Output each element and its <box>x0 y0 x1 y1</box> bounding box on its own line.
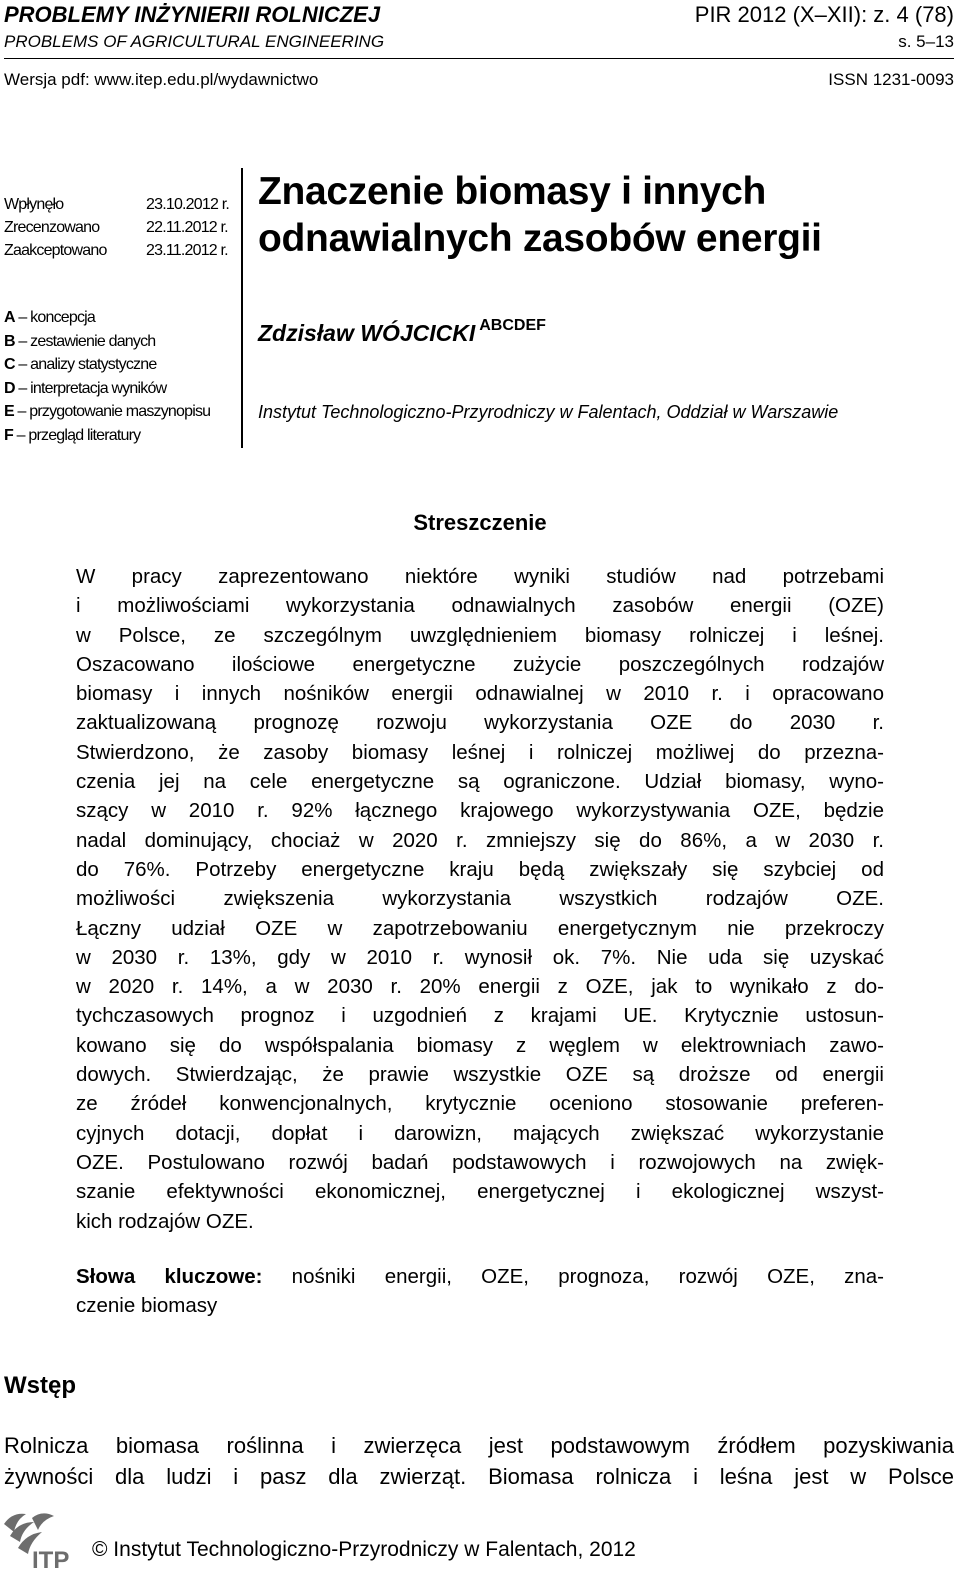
abstract-line: szanie efektywności ekonomicznej, energetycznej i ekologicznej wszyst- <box>76 1180 884 1204</box>
abstract-line: Łączny udział OZE w zapotrzebowaniu energetycznym nie przekroczy <box>76 916 884 940</box>
abstract-line: ze źródeł konwencjonalnych, krytycznie oceniono stosowanie preferen- <box>76 1092 884 1116</box>
date-row: Zaakceptowano 23.11.2012 r. <box>4 242 228 259</box>
page-footer <box>0 1502 960 1572</box>
abstract-line: nadal dominujący, chociaż w 2020 r. zmniejszy się do 86%, a w 2030 r. <box>76 828 884 852</box>
itp-logo-icon <box>2 1510 82 1570</box>
intro-body <box>4 1430 954 1492</box>
intro-line: Rolnicza biomasa roślinna i zwierzęca jest podstawowym źródłem pozyskiwania <box>4 1433 954 1458</box>
abstract-line: dowych. Stwierdzając, że prawie wszystkie OZE są droższe od energii <box>76 1063 884 1087</box>
contribution-item: D – interpretacja wyników <box>4 379 167 397</box>
abstract-line: i możliwościami wykorzystania odnawialnych zasobów energii (OZE) <box>76 594 884 618</box>
article-title: Znaczenie biomasy i innych odnawialnych zasobów energii <box>258 170 822 260</box>
contribution-item: B – zestawienie danych <box>4 332 156 350</box>
abstract-line: Stwierdzono, że zasoby biomasy leśnej i rolniczej możliwej do przezna- <box>76 740 884 764</box>
abstract-line: Oszacowano ilościowe energetyczne zużycie poszczególnych rodzajów <box>76 652 884 676</box>
contribution-item: C – analizy statystyczne <box>4 356 157 373</box>
date-row: Zrecenzowano 22.11.2012 r. <box>4 219 228 236</box>
author-roles: ABCDEF <box>479 317 546 334</box>
abstract-line: zaktualizowaną prognozę rozwoju wykorzystania OZE do 2030 r. <box>76 711 884 735</box>
abstract-body <box>76 562 884 1236</box>
contribution-item: A – koncepcja <box>4 309 96 326</box>
author <box>258 317 546 347</box>
affiliation: Instytut Technologiczno-Przyrodniczy w Falentach, Oddział w Warszawie <box>258 402 839 422</box>
issn: ISSN 1231-0093 <box>828 70 954 89</box>
intro-heading: Wstęp <box>4 1372 76 1399</box>
abstract-line: tychczasowych prognoz i uzgodnień z krajami UE. Krytycznie ustosun- <box>76 1004 884 1028</box>
abstract-line: kowano się do współspalania biomasy z węglem w elektrowniach zawo- <box>76 1033 884 1057</box>
abstract-line: możliwości zwiększenia wykorzystania wszystkich rodzajów OZE. <box>76 887 884 911</box>
contribution-legend <box>4 306 210 447</box>
issue-info: PIR 2012 (X–XII): z. 4 (78) <box>694 2 954 27</box>
sidebar-divider <box>241 168 243 448</box>
logo-text: ITP <box>32 1547 70 1570</box>
publication-info-row <box>4 70 954 90</box>
submission-dates <box>4 193 229 262</box>
abstract-line: czenia jej na cele energetyczne są ograniczone. Udział biomasy, wyno- <box>76 770 884 794</box>
abstract-line: biomasy i innych nośników energii odnawialnej w 2010 r. i opracowano <box>76 682 884 706</box>
abstract-line: szący w 2010 r. 92% łącznego krajowego wykorzystywania OZE, będzie <box>76 799 884 823</box>
abstract-line: OZE. Postulowano rozwój badań podstawowych i rozwojowych na zwięk- <box>76 1150 884 1174</box>
journal-title-pl: PROBLEMY INŻYNIERII ROLNICZEJ <box>4 2 381 27</box>
journal-title-en: PROBLEMS OF AGRICULTURAL ENGINEERING <box>4 32 385 51</box>
abstract-line: do 76%. Potrzeby energetyczne kraju będą zwiększały się szybciej od <box>76 857 884 881</box>
abstract-line: W pracy zaprezentowano niektóre wyniki studiów nad potrzebami <box>76 565 884 588</box>
abstract-heading: Streszczenie <box>413 510 547 535</box>
journal-header-row <box>4 2 954 28</box>
intro-line: żywności dla ludzi i pasz dla zwierząt. Biomasa rolnicza i leśna jest w Polsce <box>4 1464 954 1489</box>
contribution-item: E – przygotowanie maszynopisu <box>4 403 211 420</box>
abstract-line: cyjnych dotacji, dopłat i darowizn, mających zwiększać wykorzystanie <box>76 1121 884 1145</box>
abstract-line: kich rodzajów OZE. <box>76 1209 254 1233</box>
contribution-item: F – przegląd literatury <box>4 426 141 444</box>
date-row: Wpłynęło 23.10.2012 r. <box>4 196 230 213</box>
header-divider <box>4 58 954 59</box>
abstract-line: w 2020 r. 14%, a w 2030 r. 20% energii z OZE, jak to wynikało z do- <box>76 975 884 999</box>
keywords: Słowa kluczowe: nośniki energii, OZE, prognoza, rozwój OZE, zna- czenie biomasy <box>76 1265 885 1318</box>
abstract-line: w Polsce, ze szczególnym uwzględnieniem biomasy rolniczej i leśnej. <box>76 623 884 647</box>
journal-subheader-row <box>4 32 954 52</box>
page-range: s. 5–13 <box>898 32 954 51</box>
abstract-line: w 2030 r. 13%, gdy w 2010 r. wynosił ok. 7%. Nie uda się uzyskać <box>76 945 884 969</box>
pdf-version-link[interactable]: Wersja pdf: www.itep.edu.pl/wydawnictwo <box>4 70 319 89</box>
author-name: Zdzisław WÓJCICKI <box>258 320 476 346</box>
keywords-label: Słowa kluczowe: <box>76 1265 263 1288</box>
copyright: © Instytut Technologiczno-Przyrodniczy w Falentach, 2012 <box>92 1538 636 1561</box>
